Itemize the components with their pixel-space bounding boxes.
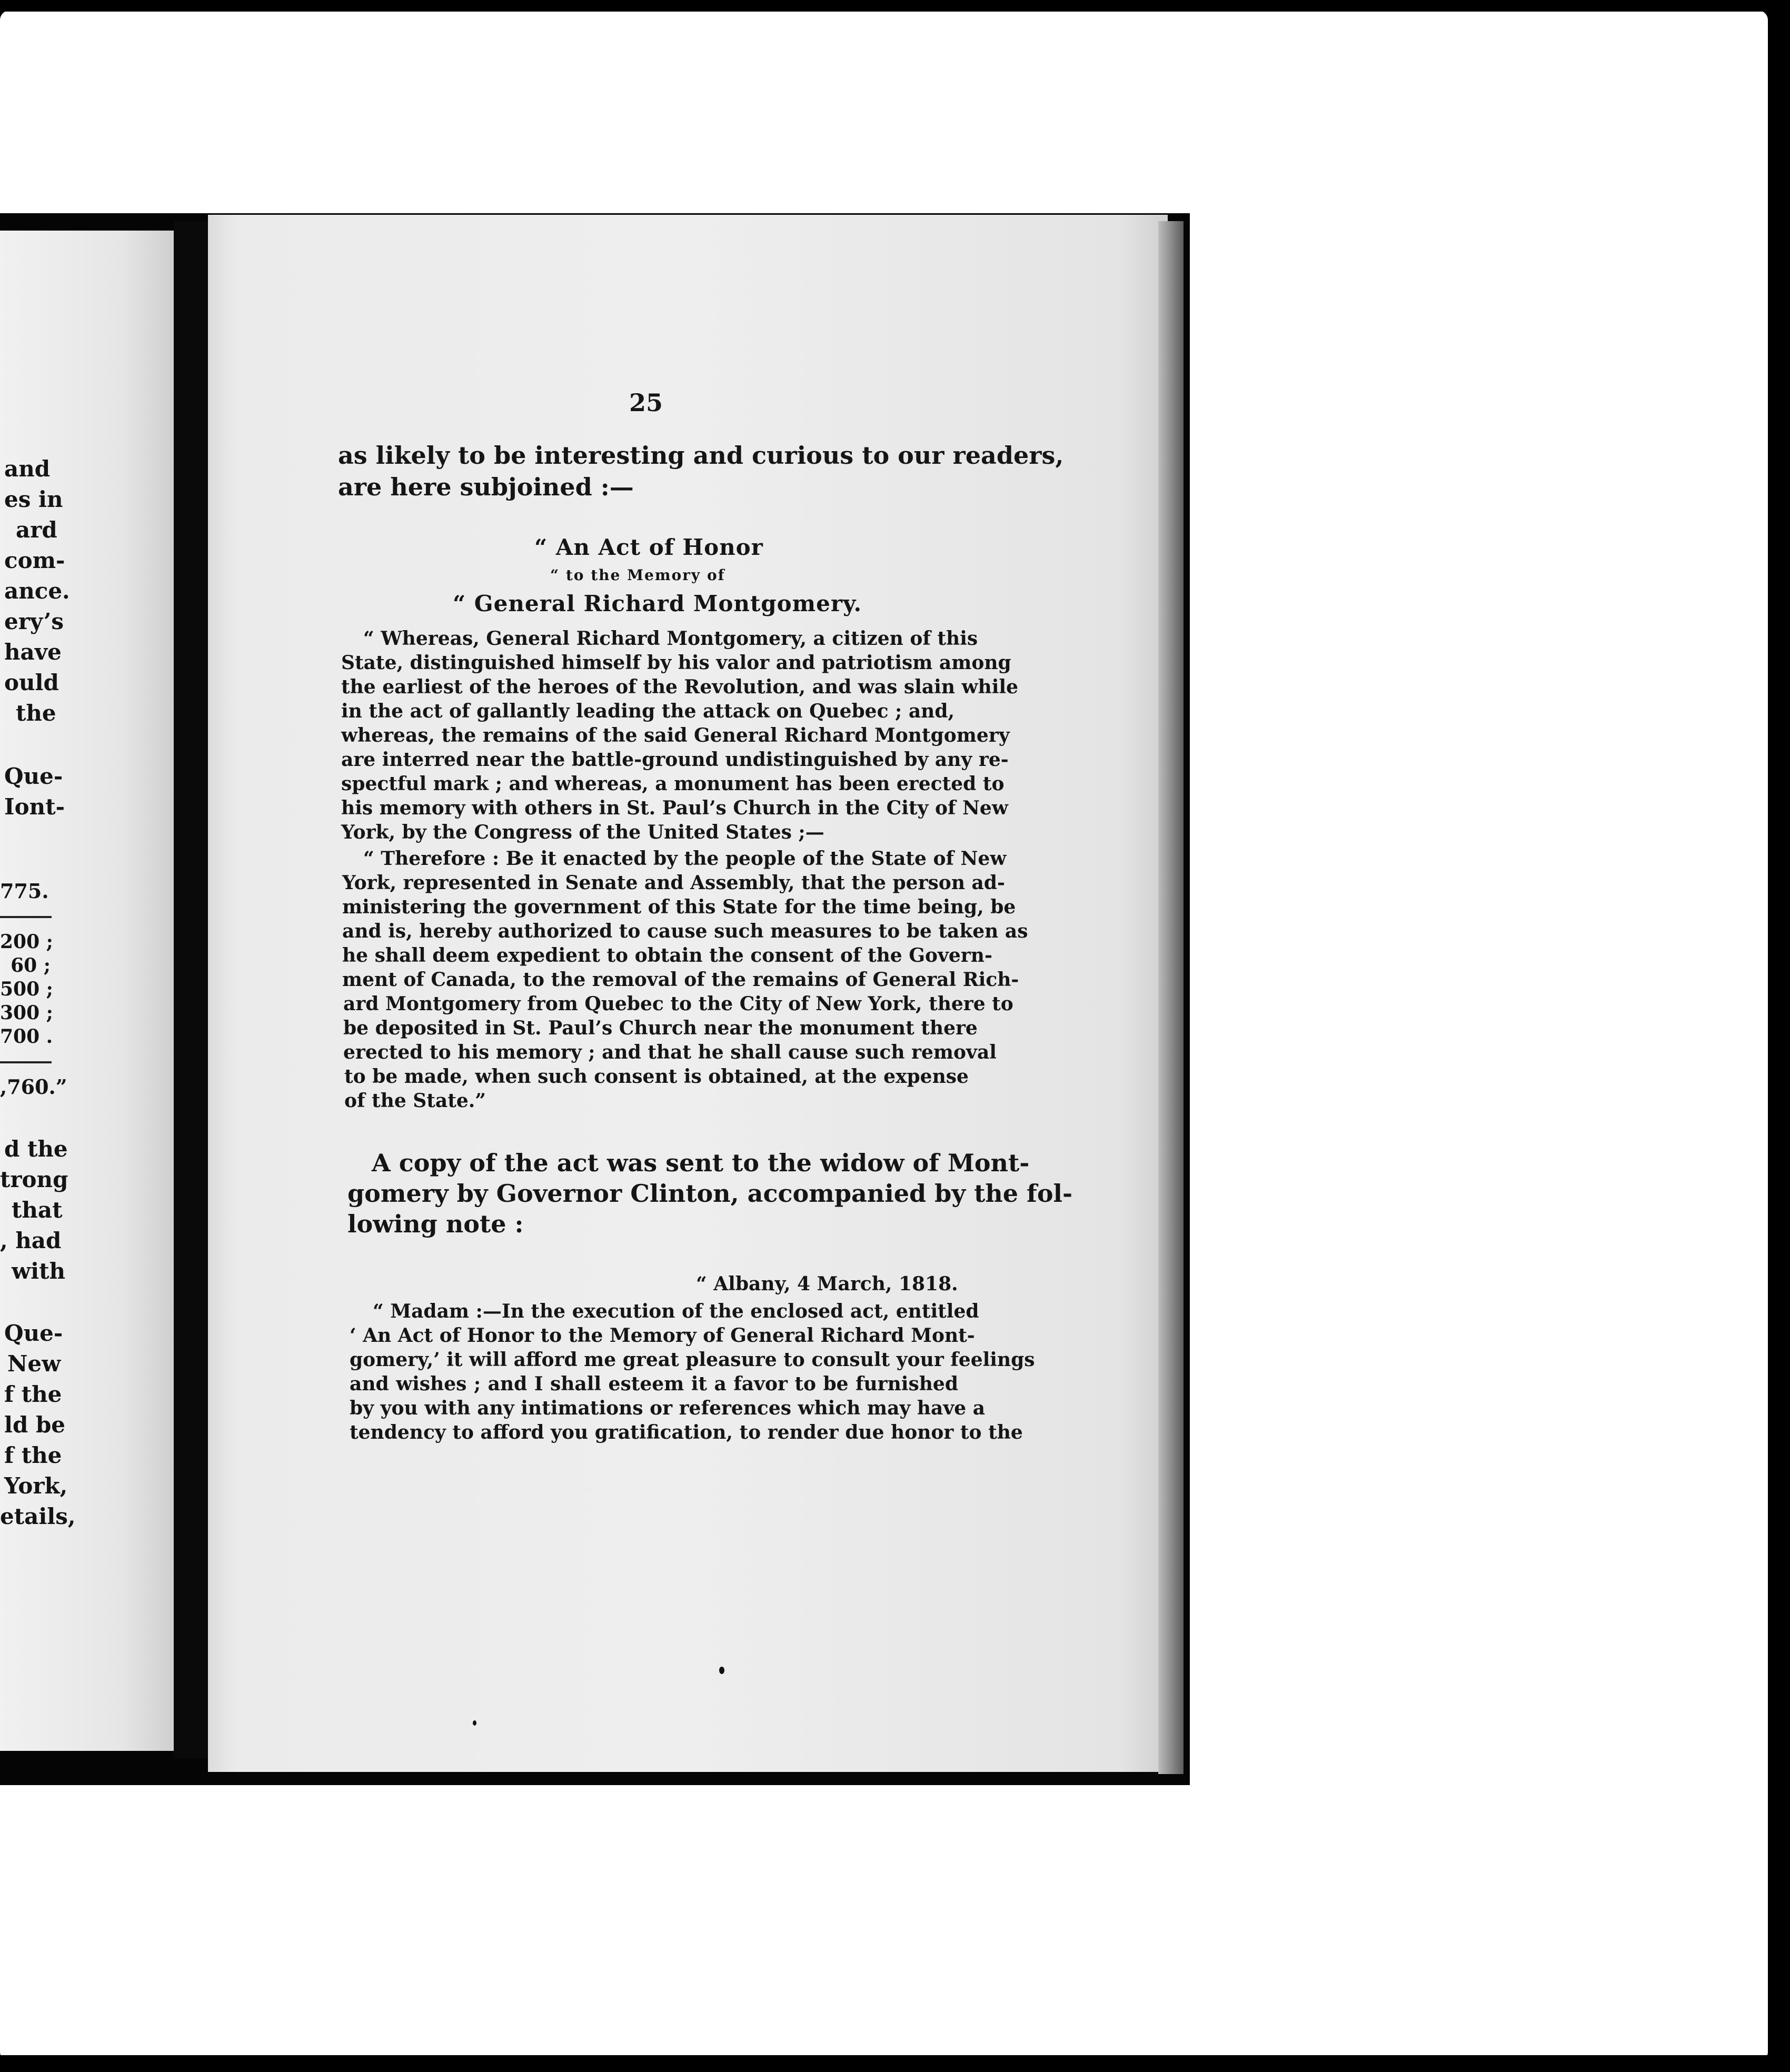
act-text-line: York, by the Congress of the United States ;—	[341, 821, 824, 843]
letter-dateline: “ Albany, 4 March, 1818.	[696, 1273, 958, 1295]
act-text-line: spectful mark ; and whereas, a monument has been erected to	[341, 773, 1005, 795]
left-line: ery’s	[4, 609, 64, 634]
intro-line: are here subjoined :—	[338, 473, 634, 501]
act-text-line: to be made, when such consent is obtained, at the expense	[344, 1065, 969, 1088]
intro-line: as likely to be interesting and curious to our readers,	[338, 441, 1064, 470]
act-text-line: are interred near the battle-ground undistinguished by any re-	[341, 749, 1009, 771]
act-text-line: “ Therefore : Be it enacted by the people of the State of New	[363, 848, 1007, 870]
act-title: “ An Act of Honor	[534, 534, 763, 560]
left-rule	[0, 1061, 52, 1063]
left-line: d the	[4, 1136, 68, 1162]
left-line: Que-	[4, 1320, 63, 1346]
left-line: the	[16, 700, 56, 726]
letter-line: tendency to afford you gratification, to render due honor to the	[350, 1421, 1023, 1443]
act-text-line: be deposited in St. Paul’s Church near the monument there	[343, 1017, 978, 1039]
left-line: ld be	[4, 1412, 66, 1438]
left-line: f the	[4, 1442, 62, 1468]
left-line: ard	[16, 517, 57, 543]
letter-line: by you with any intimations or references which may have a	[350, 1397, 986, 1419]
act-text-line: his memory with others in St. Paul’s Church in the City of New	[341, 797, 1008, 819]
act-text-line: whereas, the remains of the said General Richard Montgomery	[341, 724, 1010, 746]
left-figure: 300 ;	[0, 1002, 53, 1024]
act-text-line: ministering the government of this State for the time being, be	[342, 896, 1016, 918]
act-subtitle: “ General Richard Montgomery.	[453, 591, 862, 616]
narrative-line: A copy of the act was sent to the widow of Mont-	[372, 1149, 1030, 1177]
left-line: , had	[0, 1228, 62, 1253]
left-figure: 500 ;	[0, 978, 53, 1000]
act-text-line: he shall deem expedient to obtain the consent of the Govern-	[342, 944, 992, 967]
left-year: 775.	[0, 879, 49, 903]
left-line: Que-	[4, 763, 63, 789]
act-text-line: in the act of gallantly leading the attack on Quebec ; and,	[341, 700, 955, 722]
left-figure: 200 ;	[0, 931, 53, 953]
act-text-line: of the State.”	[344, 1090, 486, 1112]
page-edge	[1158, 221, 1184, 1774]
act-text-line: York, represented in Senate and Assembly, that the person ad-	[342, 872, 1005, 894]
letter-line: gomery,’ it will afford me great pleasure to consult your feelings	[350, 1349, 1035, 1371]
left-line: es in	[4, 486, 63, 512]
left-line: have	[4, 639, 62, 665]
letter-line: ‘ An Act of Honor to the Memory of General Richard Mont-	[350, 1324, 975, 1347]
left-line: etails,	[0, 1503, 76, 1529]
left-line: and	[4, 456, 51, 482]
left-line: ance.	[4, 578, 70, 604]
letter-line: and wishes ; and I shall esteem it a favor to be furnished	[350, 1373, 958, 1395]
ink-speck	[473, 1720, 476, 1726]
act-text-line: ard Montgomery from Quebec to the City of New York, there to	[343, 993, 1013, 1015]
left-line: that	[12, 1197, 63, 1223]
previous-page	[0, 231, 174, 1751]
act-text-line: “ Whereas, General Richard Montgomery, a citizen of this	[363, 627, 978, 650]
book-gutter	[174, 221, 211, 1758]
narrative-line: gomery by Governor Clinton, accompanied by the fol-	[347, 1179, 1073, 1208]
left-rule	[0, 916, 52, 918]
narrative-line: lowing note :	[347, 1210, 524, 1238]
left-line: Iont-	[4, 794, 65, 820]
act-text-line: ment of Canada, to the removal of the remains of General Rich-	[342, 969, 1019, 991]
left-line: with	[12, 1258, 66, 1284]
act-text-line: erected to his memory ; and that he shall cause such removal	[343, 1041, 997, 1063]
left-line: com-	[4, 547, 65, 573]
act-subtitle: “ to the Memory of	[550, 566, 725, 584]
act-text-line: the earliest of the heroes of the Revolution, and was slain while	[341, 676, 1018, 698]
act-text-line: State, distinguished himself by his valor and patriotism among	[341, 652, 1011, 674]
scan-border-bottom	[0, 2055, 1790, 2072]
left-line: f the	[4, 1381, 62, 1407]
scan-border-top	[0, 0, 1790, 12]
left-line: New	[7, 1351, 61, 1377]
left-line: York,	[4, 1473, 68, 1499]
left-total: ,760.”	[0, 1075, 67, 1099]
act-text-line: and is, hereby authorized to cause such measures to be taken as	[342, 920, 1028, 942]
left-figure: 700 .	[0, 1025, 53, 1048]
page-number: 25	[629, 388, 663, 417]
left-figure: 60 ;	[11, 954, 51, 977]
letter-line: “ Madam :—In the execution of the enclosed act, entitled	[373, 1300, 979, 1322]
scan-border-right	[1768, 0, 1790, 2072]
left-line: trong	[0, 1167, 68, 1192]
ink-speck	[719, 1667, 724, 1674]
left-line: ould	[4, 670, 59, 695]
